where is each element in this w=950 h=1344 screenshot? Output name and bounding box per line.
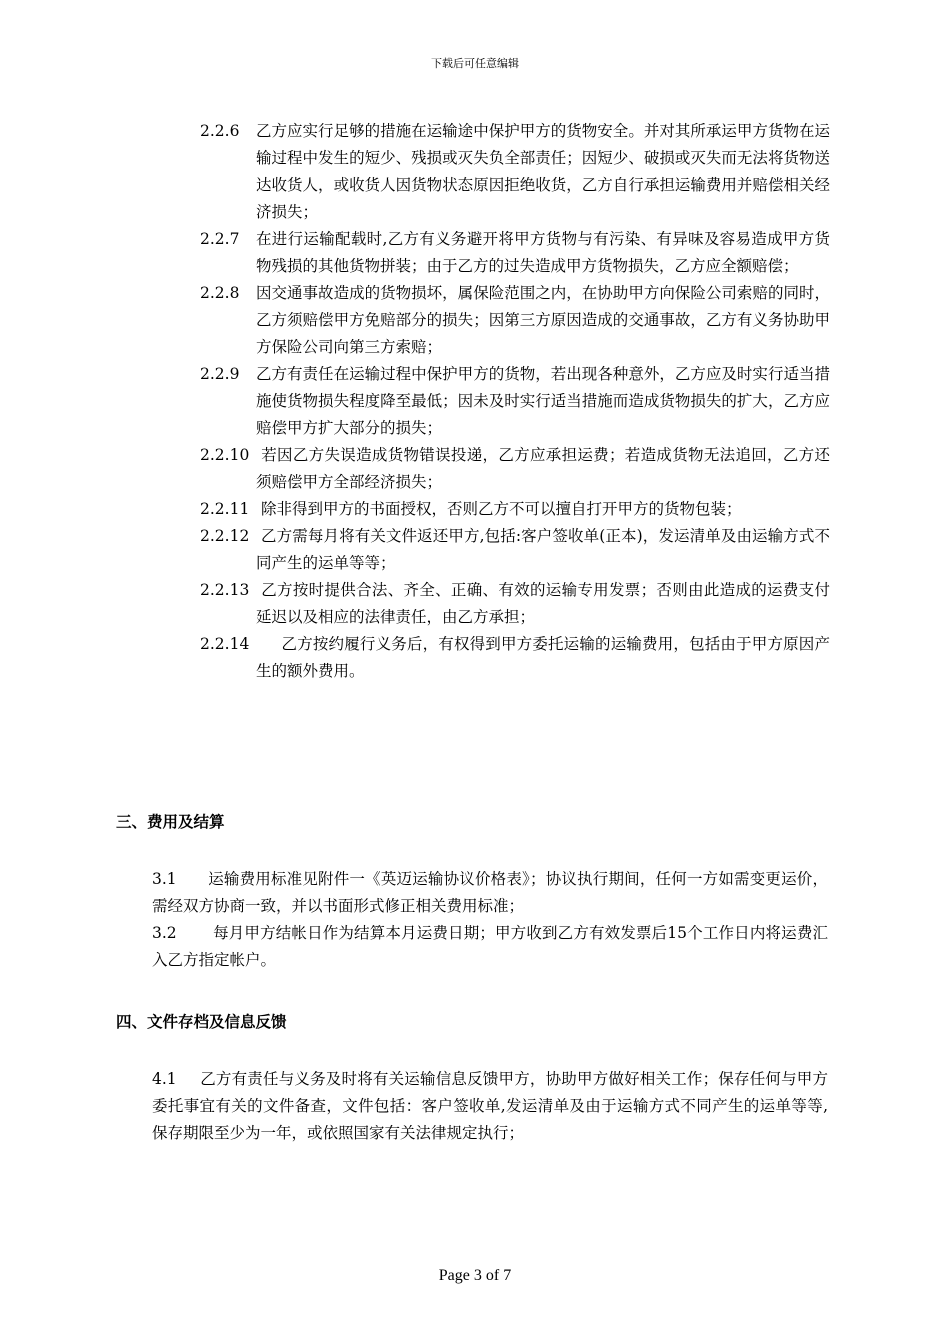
clause-text: 乙方应实行足够的措施在运输途中保护甲方的货物安全。并对其所承运甲方货物在运输过程中发生的短少、残损或灭失负全部责任；因短少、破损或灭失而无法将货物送达收货人，或收货人因货物状态原因拒绝收货，乙方自行承担运输费用并赔偿相关经济损失； (256, 122, 830, 221)
clause-2-2-9 (200, 361, 830, 442)
clause-text: 乙方按约履行义务后，有权得到甲方委托运输的运输费用，包括由于甲方原因产生的额外费用。 (256, 635, 830, 680)
clause-text: 乙方有责任在运输过程中保护甲方的货物，若出现各种意外，乙方应及时实行适当措施使货物损失程度降至最低；因未及时实行适当措施而造成货物损失的扩大，乙方应赔偿甲方扩大部分的损失； (256, 365, 830, 437)
clause-text: 乙方需每月将有关文件返还甲方,包括:客户签收单(正本)，发运清单及由运输方式不同产生的运单等等； (256, 527, 830, 572)
section-4-body (152, 1066, 828, 1147)
paragraph-3-1 (152, 866, 828, 920)
clause-2-2-14 (200, 631, 830, 685)
clause-2-2-7 (200, 226, 830, 280)
clause-number: 2.2.11 (200, 500, 250, 518)
clause-2-2-11 (200, 496, 830, 523)
clause-2-2-13 (200, 577, 830, 631)
paragraph-4-1 (152, 1066, 828, 1147)
section-3-body (152, 866, 828, 974)
clause-text: 因交通事故造成的货物损坏，属保险范围之内，在协助甲方向保险公司索赔的同时，乙方须赔偿甲方免赔部分的损失；因第三方原因造成的交通事故，乙方有义务协助甲方保险公司向第三方索赔； (256, 284, 830, 356)
page-number: Page 3 of 7 (438, 1267, 512, 1284)
paragraph-text: 每月甲方结帐日作为结算本月运费日期；甲方收到乙方有效发票后15个工作日内将运费汇入乙方指定帐户。 (152, 924, 828, 969)
clause-2-2-10 (200, 442, 830, 496)
clause-text: 乙方按时提供合法、齐全、正确、有效的运输专用发票；否则由此造成的运费支付延迟以及相应的法律责任，由乙方承担； (256, 581, 830, 626)
paragraph-text: 乙方有责任与义务及时将有关运输信息反馈甲方，协助甲方做好相关工作；保存任何与甲方委托事宜有关的文件备查，文件包括：客户签收单,发运清单及由于运输方式不同产生的运单等等,保存期限至少为一年，或依照国家有关法律规定执行； (152, 1070, 828, 1142)
clause-number: 2.2.12 (200, 527, 250, 545)
clause-text: 除非得到甲方的书面授权，否则乙方不可以擅自打开甲方的货物包装； (256, 500, 742, 518)
clause-text: 在进行运输配载时,乙方有义务避开将甲方货物与有污染、有异味及容易造成甲方货物残损的其他货物拼装；由于乙方的过失造成甲方货物损失，乙方应全额赔偿； (256, 230, 830, 275)
clause-text: 若因乙方失误造成货物错误投递，乙方应承担运费；若造成货物无法追回，乙方还须赔偿甲方全部经济损失； (256, 446, 830, 491)
clause-2-2-8 (200, 280, 830, 361)
clause-number: 2.2.14 (200, 635, 250, 653)
clause-number: 2.2.6 (200, 122, 240, 140)
paragraph-3-2 (152, 920, 828, 974)
clause-number: 2.2.9 (200, 365, 240, 383)
paragraph-text: 运输费用标准见附件一《英迈运输协议价格表》；协议执行期间，任何一方如需变更运价，需经双方协商一致，并以书面形式修正相关费用标准； (152, 870, 828, 915)
section-heading-fees: 三、费用及结算 (116, 813, 225, 831)
paragraph-number: 4.1 (152, 1070, 177, 1088)
clause-number: 2.2.8 (200, 284, 240, 302)
clause-number: 2.2.10 (200, 446, 250, 464)
paragraph-number: 3.1 (152, 870, 177, 888)
page-header: 下载后可任意编辑 (431, 57, 519, 70)
clause-number: 2.2.13 (200, 581, 250, 599)
clause-2-2-12 (200, 523, 830, 577)
section-heading-archive: 四、文件存档及信息反馈 (116, 1013, 287, 1031)
clause-list (200, 118, 830, 685)
paragraph-number: 3.2 (152, 924, 177, 942)
clause-number: 2.2.7 (200, 230, 240, 248)
clause-2-2-6 (200, 118, 830, 226)
